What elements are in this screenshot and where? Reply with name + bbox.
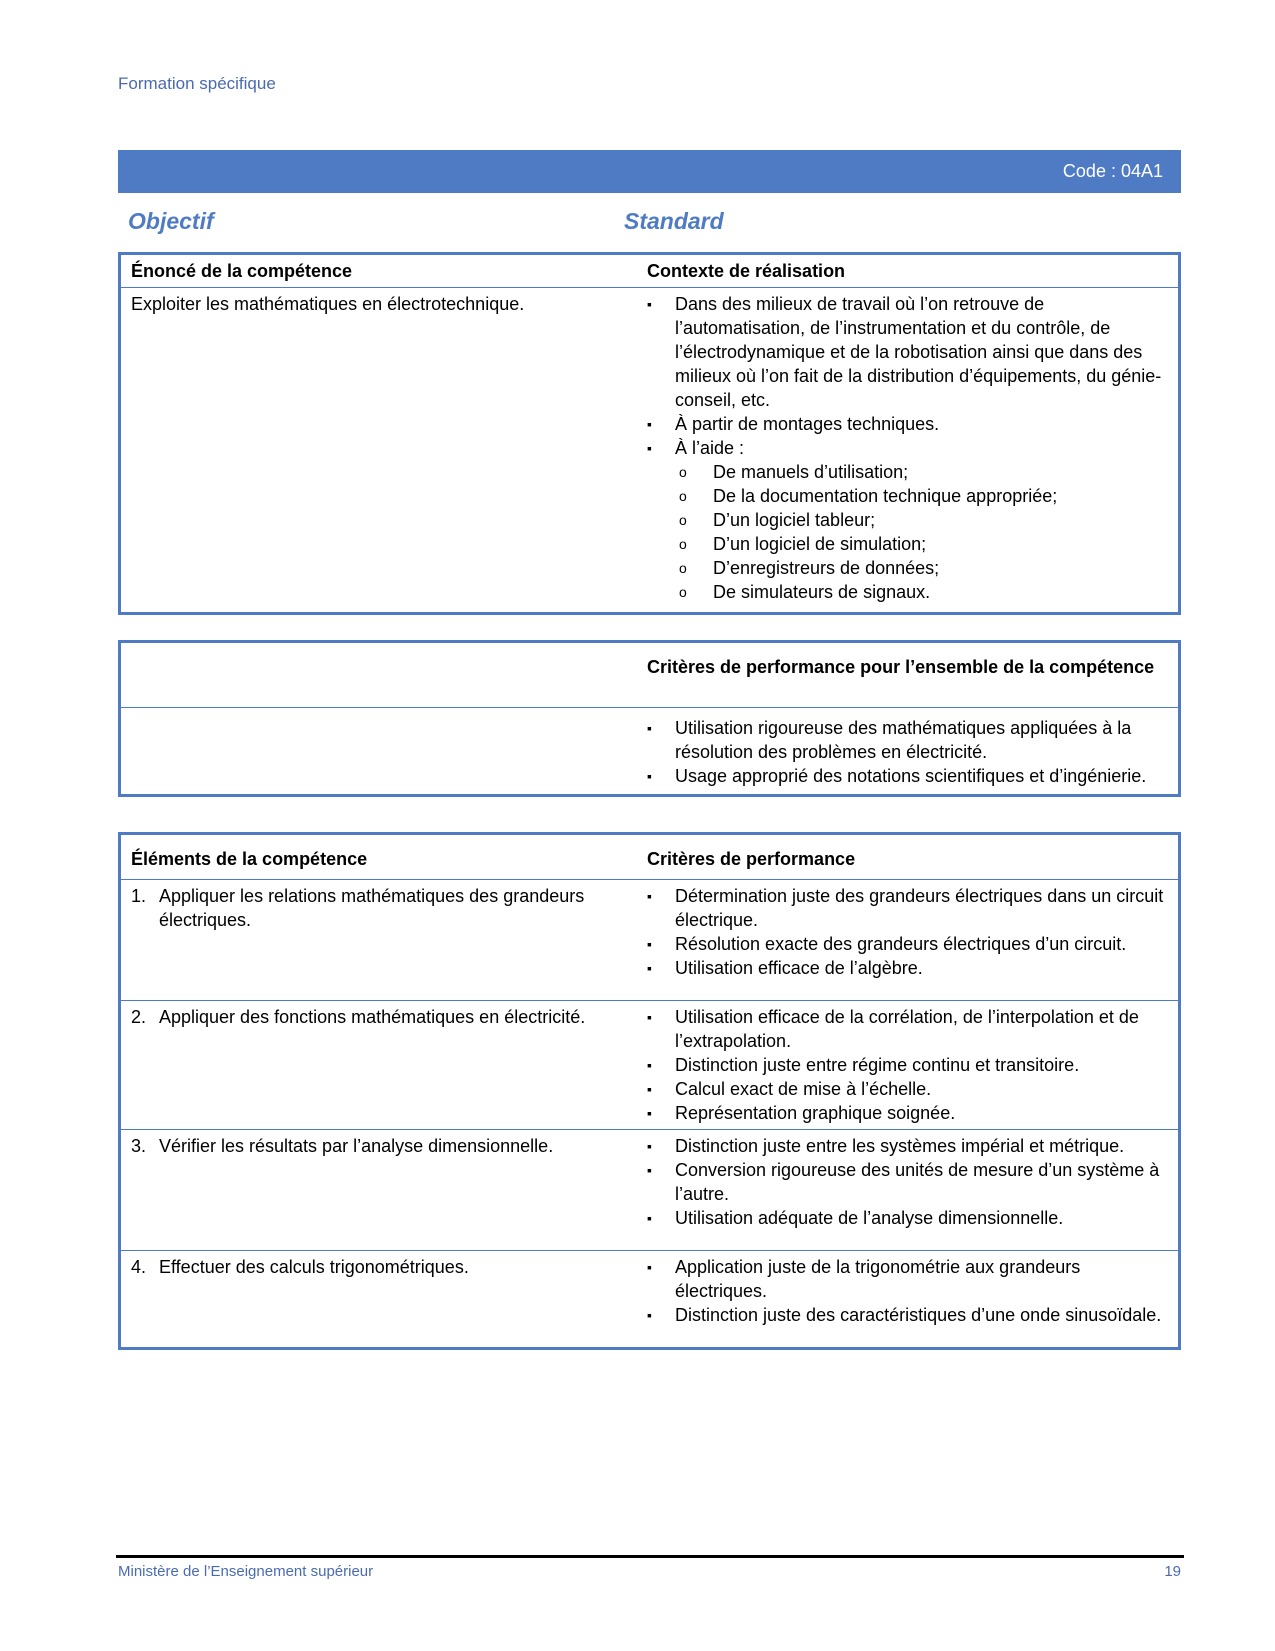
list-item: ▪ Utilisation adéquate de l’analyse dimensionnelle. (675, 1206, 1168, 1230)
footer-rule (116, 1555, 1184, 1558)
overall-criteria-heading: Critères de performance pour l’ensemble de la compétence (647, 657, 1155, 677)
page-number: 19 (1164, 1563, 1181, 1580)
aids-label: À l’aide : (675, 438, 745, 458)
element-number: 2. (131, 1007, 147, 1027)
statement-heading: Énoncé de la compétence (131, 261, 353, 281)
list-item: ▪ Calcul exact de mise à l’échelle. (675, 1077, 1168, 1101)
criteria-list (647, 884, 1168, 980)
criteria-cell (637, 1130, 1180, 1251)
criteria-cell (637, 1001, 1180, 1130)
list-item: o De la documentation technique appropriée; (713, 484, 1168, 508)
list-item: o De manuels d’utilisation; (713, 460, 1168, 484)
element-number: 1. (131, 886, 147, 906)
list-item: ▪ Usage approprié des notations scientifiques et d’ingénierie. (675, 764, 1168, 788)
code-banner (118, 150, 1181, 193)
context-heading: Contexte de réalisation (647, 261, 846, 281)
list-item: ▪ Utilisation rigoureuse des mathématiques appliquées à la résolution des problèmes en électricité. (675, 716, 1168, 764)
standard-heading: Standard (624, 208, 724, 234)
list-item: o D’un logiciel de simulation; (713, 532, 1168, 556)
list-item: ▪ Application juste de la trigonométrie aux grandeurs électriques. (675, 1255, 1168, 1303)
objective-heading: Objectif (128, 208, 214, 234)
list-item: ▪ Utilisation efficace de la corrélation, de l’interpolation et de l’extrapolation. (675, 1005, 1168, 1053)
footer-ministry: Ministère de l’Enseignement supérieur (118, 1563, 374, 1580)
context-cell (637, 288, 1180, 614)
overall-criteria-cell (637, 708, 1180, 796)
list-item: ▪ Distinction juste entre régime continu et transitoire. (675, 1053, 1168, 1077)
criteria-cell (637, 1251, 1180, 1349)
empty-cell (120, 708, 638, 796)
empty-cell (120, 642, 638, 708)
list-item: o D’enregistreurs de données; (713, 556, 1168, 580)
element-number: 3. (131, 1136, 147, 1156)
element-text: Appliquer les relations mathématiques des grandeurs électriques. (159, 886, 585, 930)
criteria-heading: Critères de performance (647, 849, 856, 869)
elements-heading: Éléments de la compétence (131, 849, 368, 869)
list-item: ▪ Conversion rigoureuse des unités de mesure d’un système à l’autre. (675, 1158, 1168, 1206)
list-item: ▪ Distinction juste entre les systèmes impérial et métrique. (675, 1134, 1168, 1158)
overall-criteria-list (647, 716, 1168, 788)
competence-statement: Exploiter les mathématiques en électrotechnique. (120, 288, 638, 614)
element-cell (120, 1251, 638, 1349)
element-cell (120, 1130, 638, 1251)
element-text: Effectuer des calculs trigonométriques. (159, 1257, 469, 1277)
element-cell (120, 880, 638, 1001)
element-text: Vérifier les résultats par l’analyse dimensionnelle. (159, 1136, 554, 1156)
column-headings (118, 208, 1181, 240)
section-label: Formation spécifique (118, 74, 276, 93)
list-item: ▪ Représentation graphique soignée. (675, 1101, 1168, 1125)
overall-criteria-table (118, 640, 1181, 797)
element-cell (120, 1001, 638, 1130)
competence-table (118, 252, 1181, 615)
list-item: ▪ Résolution exacte des grandeurs électriques d’un circuit. (675, 932, 1168, 956)
elements-table (118, 832, 1181, 1350)
competency-code: Code : 04A1 (1062, 161, 1163, 181)
list-item: o D’un logiciel tableur; (713, 508, 1168, 532)
criteria-cell (637, 880, 1180, 1001)
criteria-list (647, 1134, 1168, 1230)
list-item: ▪ Dans des milieux de travail où l’on retrouve de l’automatisation, de l’instrumentation et du contrôle, de l’électrodynamique et de la robotisation ainsi que dans des milieux où l’on fait de la distribution d’équipements, du génie-conseil, etc. (675, 292, 1168, 412)
list-item: o De simulateurs de signaux. (713, 580, 1168, 604)
element-number: 4. (131, 1257, 147, 1277)
element-text: Appliquer des fonctions mathématiques en électricité. (159, 1007, 586, 1027)
criteria-list (647, 1255, 1168, 1327)
list-item: ▪ Utilisation efficace de l’algèbre. (675, 956, 1168, 980)
criteria-list (647, 1005, 1168, 1125)
list-item: ▪ Détermination juste des grandeurs électriques dans un circuit électrique. (675, 884, 1168, 932)
list-item: ▪ À partir de montages techniques. (675, 412, 1168, 436)
list-item (675, 436, 1168, 604)
list-item: ▪ Distinction juste des caractéristiques d’une onde sinusoïdale. (675, 1303, 1168, 1327)
context-list (647, 292, 1168, 604)
aids-list (675, 460, 1168, 604)
